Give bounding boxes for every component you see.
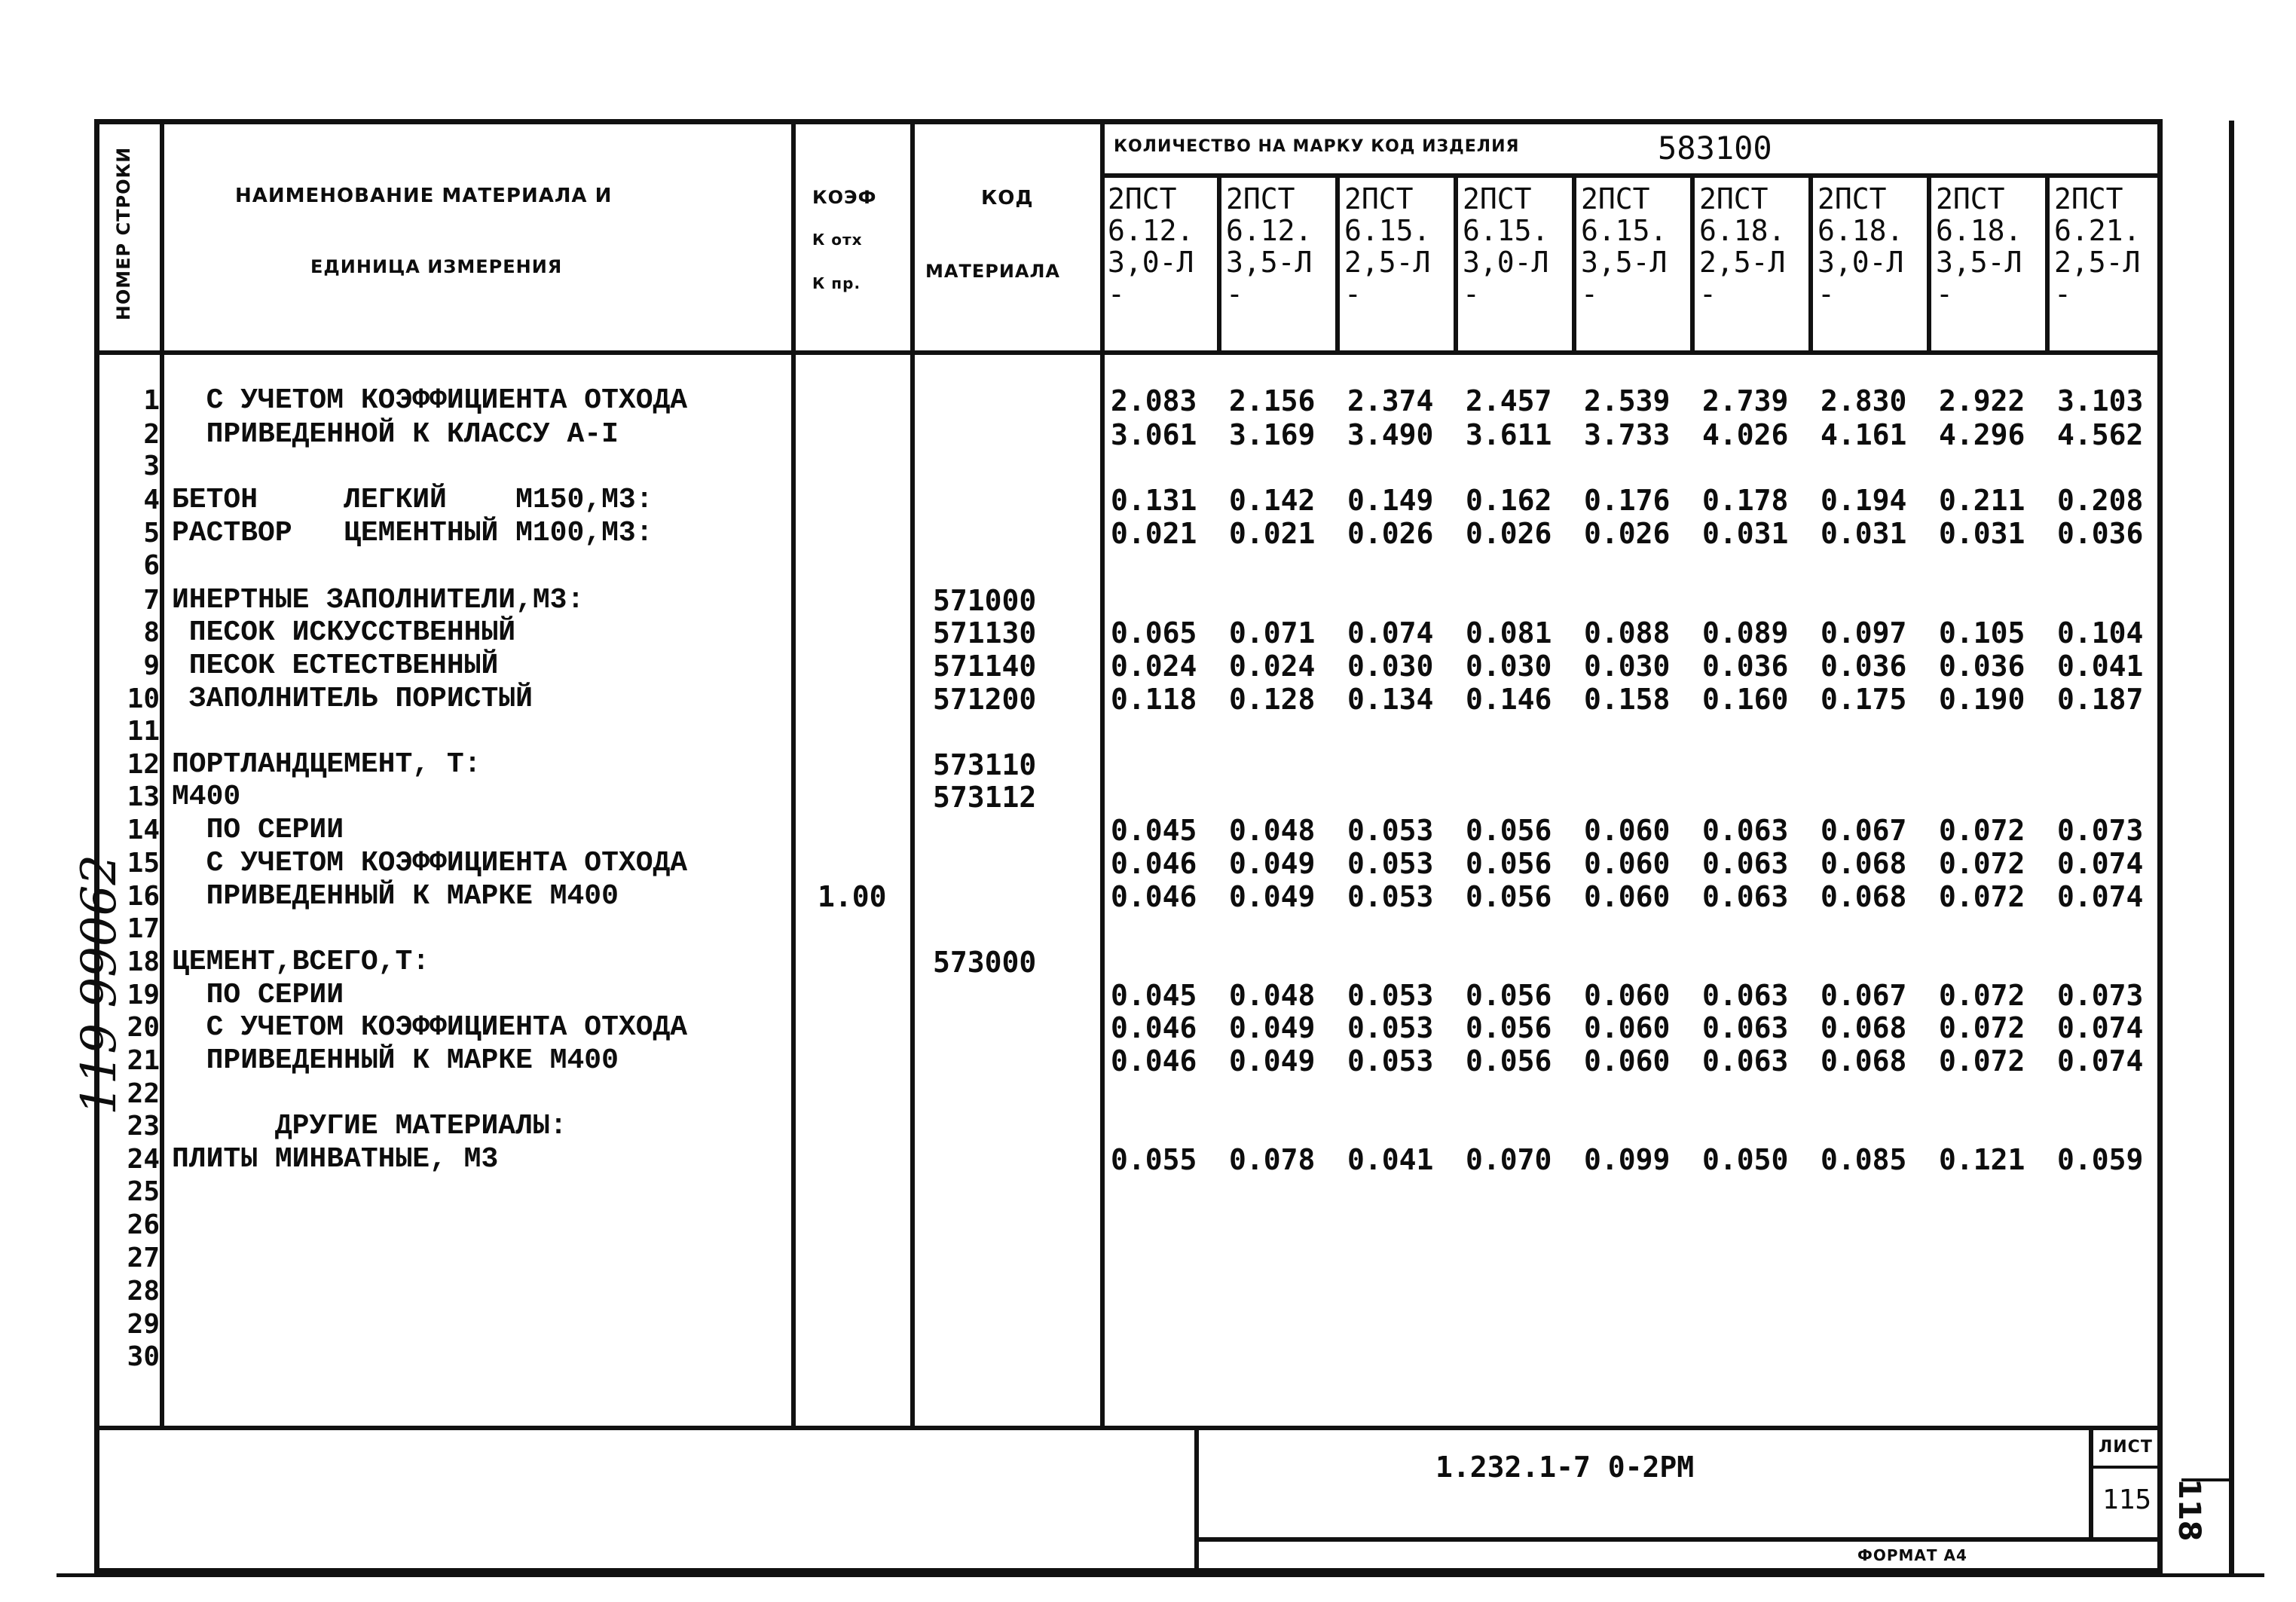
quantity-cell: 0.067: [1821, 979, 1907, 1012]
column-header-3-line-3: 2,5-Л: [1344, 246, 1431, 279]
qty-divider: [1100, 173, 2161, 178]
quantity-cell: 0.068: [1821, 1011, 1907, 1044]
quantity-cell: 3.061: [1111, 418, 1197, 451]
quantity-cell: 2.374: [1347, 384, 1434, 417]
material-name: М400: [172, 781, 241, 813]
quantity-cell: 0.056: [1466, 814, 1552, 847]
column-header-4-line-1: 2ПСТ: [1463, 182, 1532, 216]
material-name: ПЛИТЫ МИНВАТНЫЕ, М3: [172, 1143, 499, 1176]
column-header-7-line-4: -: [1818, 277, 1835, 310]
quantity-cell: 0.097: [1821, 616, 1907, 650]
column-header-6-line-3: 2,5-Л: [1699, 246, 1786, 279]
quantity-cell: 0.121: [1939, 1143, 2025, 1176]
quantity-cell: 0.056: [1466, 1044, 1552, 1078]
quantity-cell: 0.053: [1347, 880, 1434, 913]
quantity-cell: 0.072: [1939, 880, 2025, 913]
quantity-cell: 0.063: [1702, 880, 1789, 913]
coef-reduce-header: К пр.: [812, 274, 861, 292]
column-header-1-line-1: 2ПСТ: [1108, 182, 1177, 216]
quantity-cell: 0.194: [1821, 484, 1907, 517]
bottom-rule: [57, 1573, 2264, 1577]
column-header-9-line-2: 6.21.: [2054, 214, 2141, 247]
material-name: ЦЕМЕНТ,ВСЕГО,Т:: [172, 946, 430, 978]
quantity-cell: 0.146: [1466, 683, 1552, 716]
quantity-cell: 0.074: [1347, 616, 1434, 650]
row-number: 28: [127, 1276, 160, 1307]
quantity-cell: 0.074: [2057, 1044, 2144, 1078]
quantity-cell: 0.131: [1111, 484, 1197, 517]
quantity-cell: 0.046: [1111, 1011, 1197, 1044]
column-header-8-line-2: 6.18.: [1936, 214, 2022, 247]
column-header-4-line-2: 6.15.: [1463, 214, 1549, 247]
quantity-cell: 3.169: [1229, 418, 1316, 451]
quantity-cell: 0.063: [1702, 1044, 1789, 1078]
quantity-cell: 0.149: [1347, 484, 1434, 517]
quantity-cell: 0.024: [1111, 650, 1197, 683]
quantity-cell: 0.031: [1821, 517, 1907, 550]
row-number: 19: [127, 980, 160, 1010]
quantity-cell: 0.060: [1584, 1044, 1671, 1078]
quantity-cell: 3.490: [1347, 418, 1434, 451]
quantity-cell: 0.053: [1347, 1044, 1434, 1078]
row-number: 30: [127, 1341, 160, 1372]
column-header-4-line-3: 3,0-Л: [1463, 246, 1549, 279]
quantity-cell: 0.187: [2057, 683, 2144, 716]
code-header-material: МАТЕРИАЛА: [925, 261, 1060, 282]
row-number: 17: [127, 913, 160, 944]
material-code: 571200: [933, 683, 1037, 716]
quantity-cell: 4.562: [2057, 418, 2144, 451]
quantity-cell: 0.162: [1466, 484, 1552, 517]
quantity-cell: 0.046: [1111, 880, 1197, 913]
column-header-9-line-3: 2,5-Л: [2054, 246, 2141, 279]
quantity-cell: 0.056: [1466, 979, 1552, 1012]
quantity-cell: 0.031: [1702, 517, 1789, 550]
quantity-cell: 0.160: [1702, 683, 1789, 716]
quantity-cell: 4.161: [1821, 418, 1907, 451]
row-number: 24: [127, 1144, 160, 1175]
quantity-cell: 0.048: [1229, 814, 1316, 847]
stamp-bottom: [1194, 1537, 2163, 1542]
quantity-cell: 0.036: [2057, 517, 2144, 550]
column-header-1-line-4: -: [1108, 277, 1125, 310]
subcol-sep: [1690, 175, 1695, 353]
material-name: С УЧЕТОМ КОЭФФИЦИЕНТА ОТХОДА: [172, 847, 688, 879]
quantity-cell: 0.175: [1821, 683, 1907, 716]
quantity-cell: 0.046: [1111, 1044, 1197, 1078]
quantity-cell: 0.060: [1584, 880, 1671, 913]
quantity-cell: 4.296: [1939, 418, 2025, 451]
quantity-cell: 0.060: [1584, 979, 1671, 1012]
material-name: ЗАПОЛНИТЕЛЬ ПОРИСТЫЙ: [172, 683, 533, 715]
right-border: [2229, 121, 2234, 1575]
side-page-number: 118: [2172, 1478, 2206, 1542]
quantity-cell: 0.053: [1347, 979, 1434, 1012]
qty-header: КОЛИЧЕСТВО НА МАРКУ КОД ИЗДЕЛИЯ: [1114, 137, 1520, 156]
column-header-5-line-1: 2ПСТ: [1581, 182, 1650, 216]
quantity-cell: 0.068: [1821, 1044, 1907, 1078]
row-number: 9: [143, 650, 160, 681]
quantity-cell: 0.053: [1347, 847, 1434, 880]
quantity-cell: 0.021: [1111, 517, 1197, 550]
column-header-5-line-4: -: [1581, 277, 1598, 310]
column-header-4-line-4: -: [1463, 277, 1480, 310]
quantity-cell: 0.053: [1347, 1011, 1434, 1044]
quantity-cell: 0.036: [1702, 650, 1789, 683]
quantity-cell: 0.074: [2057, 847, 2144, 880]
row-number: 1: [143, 385, 160, 416]
quantity-cell: 0.134: [1347, 683, 1434, 716]
row-number: 5: [143, 518, 160, 549]
sheet-label: ЛИСТ: [2099, 1438, 2153, 1457]
column-header-2-line-2: 6.12.: [1226, 214, 1313, 247]
quantity-cell: 0.072: [1939, 814, 2025, 847]
code-header: КОД: [981, 187, 1034, 209]
quantity-cell: 0.074: [2057, 1011, 2144, 1044]
material-name: РАСТВОР ЦЕМЕНТНЫЙ М100,М3:: [172, 517, 653, 549]
quantity-cell: 0.118: [1111, 683, 1197, 716]
subcol-sep: [1808, 175, 1813, 353]
column-header-2-line-4: -: [1226, 277, 1243, 310]
quantity-cell: 0.053: [1347, 814, 1434, 847]
quantity-cell: 0.026: [1347, 517, 1434, 550]
column-header-1-line-3: 3,0-Л: [1108, 246, 1194, 279]
document-code: 1.232.1-7 0-2РМ: [1435, 1451, 1695, 1484]
quantity-cell: 0.178: [1702, 484, 1789, 517]
quantity-cell: 0.063: [1702, 979, 1789, 1012]
subcol-sep: [1454, 175, 1458, 353]
row-number: 10: [127, 683, 160, 714]
column-header-6-line-2: 6.18.: [1699, 214, 1786, 247]
column-header-7-line-3: 3,0-Л: [1818, 246, 1904, 279]
row-number: 13: [127, 781, 160, 812]
quantity-cell: 0.060: [1584, 814, 1671, 847]
quantity-cell: 0.045: [1111, 979, 1197, 1012]
quantity-cell: 4.026: [1702, 418, 1789, 451]
quantity-cell: 0.048: [1229, 979, 1316, 1012]
col-sep: [160, 121, 164, 1428]
material-name: ПОРТЛАНДЦЕМЕНТ, Т:: [172, 748, 482, 781]
column-header-2-line-3: 3,5-Л: [1226, 246, 1313, 279]
row-number: 7: [143, 585, 160, 616]
quantity-cell: 0.072: [1939, 1011, 2025, 1044]
quantity-cell: 0.024: [1229, 650, 1316, 683]
stamp-top: [98, 1426, 2161, 1430]
column-header-6-line-4: -: [1699, 277, 1717, 310]
column-header-8-line-4: -: [1936, 277, 1953, 310]
quantity-cell: 0.072: [1939, 979, 2025, 1012]
quantity-cell: 0.072: [1939, 847, 2025, 880]
format-label: ФОРМАТ А4: [1857, 1546, 1967, 1564]
row-number: 20: [127, 1012, 160, 1043]
row-number-header: НОМЕР СТРОКИ: [113, 146, 134, 321]
quantity-cell: 0.067: [1821, 814, 1907, 847]
quantity-cell: 0.049: [1229, 880, 1316, 913]
material-name: С УЧЕТОМ КОЭФФИЦИЕНТА ОТХОДА: [172, 1011, 688, 1044]
quantity-cell: 0.056: [1466, 880, 1552, 913]
column-header-8-line-1: 2ПСТ: [1936, 182, 2005, 216]
quantity-cell: 0.056: [1466, 1011, 1552, 1044]
quantity-cell: 0.104: [2057, 616, 2144, 650]
quantity-cell: 2.830: [1821, 384, 1907, 417]
material-name: БЕТОН ЛЕГКИЙ М150,М3:: [172, 484, 653, 516]
material-name-header: НАИМЕНОВАНИЕ МАТЕРИАЛА И: [235, 185, 613, 207]
quantity-cell: 0.041: [2057, 650, 2144, 683]
row-number: 2: [143, 419, 160, 450]
quantity-cell: 0.070: [1466, 1143, 1552, 1176]
handwritten-number: 119 99062: [72, 854, 127, 1115]
quantity-cell: 0.089: [1702, 616, 1789, 650]
material-code: 573000: [933, 946, 1037, 979]
quantity-cell: 0.078: [1229, 1143, 1316, 1176]
header-divider: [98, 350, 2161, 355]
quantity-cell: 0.046: [1111, 847, 1197, 880]
product-code: 583100: [1658, 130, 1772, 167]
row-number: 15: [127, 848, 160, 879]
stamp-sep: [1194, 1426, 1199, 1573]
quantity-cell: 0.208: [2057, 484, 2144, 517]
row-number: 23: [127, 1111, 160, 1142]
quantity-cell: 0.072: [1939, 1044, 2025, 1078]
coef-waste-header: К отх: [812, 231, 863, 249]
quantity-cell: 0.060: [1584, 1011, 1671, 1044]
unit-header: ЕДИНИЦА ИЗМЕРЕНИЯ: [310, 256, 563, 277]
column-header-5-line-3: 3,5-Л: [1581, 246, 1668, 279]
quantity-cell: 0.026: [1466, 517, 1552, 550]
material-name: ИНЕРТНЫЕ ЗАПОЛНИТЕЛИ,М3:: [172, 584, 585, 616]
quantity-cell: 0.068: [1821, 880, 1907, 913]
row-number: 22: [127, 1078, 160, 1109]
material-code: 573112: [933, 781, 1037, 814]
material-name: ПО СЕРИИ: [172, 979, 344, 1011]
quantity-cell: 0.056: [1466, 847, 1552, 880]
quantity-cell: 0.055: [1111, 1143, 1197, 1176]
column-header-7-line-2: 6.18.: [1818, 214, 1904, 247]
quantity-cell: 0.099: [1584, 1143, 1671, 1176]
quantity-cell: 0.030: [1347, 650, 1434, 683]
subcol-sep: [1217, 175, 1221, 353]
quantity-cell: 0.026: [1584, 517, 1671, 550]
quantity-cell: 0.059: [2057, 1143, 2144, 1176]
column-header-3-line-2: 6.15.: [1344, 214, 1431, 247]
column-header-6-line-1: 2ПСТ: [1699, 182, 1769, 216]
quantity-cell: 0.063: [1702, 814, 1789, 847]
row-number: 14: [127, 815, 160, 845]
row-number: 18: [127, 946, 160, 977]
material-name: ПРИВЕДЕННЫЙ К МАРКЕ М400: [172, 880, 619, 913]
column-header-2-line-1: 2ПСТ: [1226, 182, 1295, 216]
quantity-cell: 2.457: [1466, 384, 1552, 417]
row-number: 6: [143, 550, 160, 581]
material-name: ДРУГИЕ МАТЕРИАЛЫ:: [172, 1110, 567, 1142]
quantity-cell: 2.083: [1111, 384, 1197, 417]
column-header-1-line-2: 6.12.: [1108, 214, 1194, 247]
coefficient: 1.00: [818, 880, 887, 913]
quantity-cell: 0.049: [1229, 1011, 1316, 1044]
quantity-cell: 0.073: [2057, 979, 2144, 1012]
quantity-cell: 0.073: [2057, 814, 2144, 847]
material-name: ПЕСОК ЕСТЕСТВЕННЫЙ: [172, 650, 499, 682]
quantity-cell: 0.105: [1939, 616, 2025, 650]
quantity-cell: 0.081: [1466, 616, 1552, 650]
row-number: 16: [127, 881, 160, 912]
row-number: 4: [143, 485, 160, 515]
material-name: С УЧЕТОМ КОЭФФИЦИЕНТА ОТХОДА: [172, 384, 688, 417]
stamp-sep: [2089, 1426, 2093, 1539]
material-code: 571000: [933, 584, 1037, 617]
quantity-cell: 0.074: [2057, 880, 2144, 913]
row-number: 3: [143, 451, 160, 482]
row-number: 25: [127, 1176, 160, 1207]
row-number: 21: [127, 1045, 160, 1076]
quantity-cell: 0.049: [1229, 847, 1316, 880]
material-name: ПРИВЕДЕННОЙ К КЛАССУ А-I: [172, 418, 619, 451]
quantity-cell: 3.733: [1584, 418, 1671, 451]
quantity-cell: 3.611: [1466, 418, 1552, 451]
col-sep: [791, 121, 796, 1428]
quantity-cell: 2.922: [1939, 384, 2025, 417]
material-code: 573110: [933, 748, 1037, 781]
col-sep: [1100, 121, 1105, 1428]
row-number: 8: [143, 617, 160, 648]
row-number: 27: [127, 1243, 160, 1273]
quantity-cell: 0.050: [1702, 1143, 1789, 1176]
row-number: 11: [127, 716, 160, 747]
quantity-cell: 0.063: [1702, 847, 1789, 880]
column-header-3-line-4: -: [1344, 277, 1362, 310]
quantity-cell: 0.036: [1821, 650, 1907, 683]
quantity-cell: 0.036: [1939, 650, 2025, 683]
column-header-8-line-3: 3,5-Л: [1936, 246, 2022, 279]
quantity-cell: 0.071: [1229, 616, 1316, 650]
sheet-label-divider: [2089, 1466, 2163, 1469]
quantity-cell: 0.158: [1584, 683, 1671, 716]
quantity-cell: 0.068: [1821, 847, 1907, 880]
quantity-cell: 0.030: [1466, 650, 1552, 683]
quantity-cell: 0.060: [1584, 847, 1671, 880]
sheet-number: 115: [2102, 1484, 2152, 1515]
column-header-9-line-1: 2ПСТ: [2054, 182, 2123, 216]
material-code: 571140: [933, 650, 1037, 683]
column-header-3-line-1: 2ПСТ: [1344, 182, 1414, 216]
quantity-cell: 0.088: [1584, 616, 1671, 650]
subcol-sep: [2045, 175, 2050, 353]
col-sep: [910, 121, 915, 1428]
quantity-cell: 0.176: [1584, 484, 1671, 517]
quantity-cell: 2.539: [1584, 384, 1671, 417]
material-code: 571130: [933, 616, 1037, 650]
subcol-sep: [1572, 175, 1576, 353]
subcol-sep: [1927, 175, 1931, 353]
row-number: 29: [127, 1309, 160, 1340]
quantity-cell: 0.190: [1939, 683, 2025, 716]
quantity-cell: 3.103: [2057, 384, 2144, 417]
material-name: ПРИВЕДЕННЫЙ К МАРКЕ М400: [172, 1044, 619, 1077]
quantity-cell: 0.045: [1111, 814, 1197, 847]
subcol-sep: [1335, 175, 1340, 353]
coef-header: КОЭФ: [812, 187, 877, 208]
quantity-cell: 0.142: [1229, 484, 1316, 517]
column-header-9-line-4: -: [2054, 277, 2071, 310]
row-number: 12: [127, 749, 160, 780]
quantity-cell: 2.156: [1229, 384, 1316, 417]
quantity-cell: 0.211: [1939, 484, 2025, 517]
column-header-7-line-1: 2ПСТ: [1818, 182, 1887, 216]
column-header-5-line-2: 6.15.: [1581, 214, 1668, 247]
quantity-cell: 0.085: [1821, 1143, 1907, 1176]
quantity-cell: 0.063: [1702, 1011, 1789, 1044]
material-name: ПО СЕРИИ: [172, 814, 344, 846]
quantity-cell: 0.041: [1347, 1143, 1434, 1176]
row-number: 26: [127, 1209, 160, 1240]
quantity-cell: 0.021: [1229, 517, 1316, 550]
quantity-cell: 0.128: [1229, 683, 1316, 716]
material-name: ПЕСОК ИСКУССТВЕННЫЙ: [172, 616, 516, 649]
quantity-cell: 0.065: [1111, 616, 1197, 650]
quantity-cell: 2.739: [1702, 384, 1789, 417]
quantity-cell: 0.049: [1229, 1044, 1316, 1078]
quantity-cell: 0.031: [1939, 517, 2025, 550]
quantity-cell: 0.030: [1584, 650, 1671, 683]
